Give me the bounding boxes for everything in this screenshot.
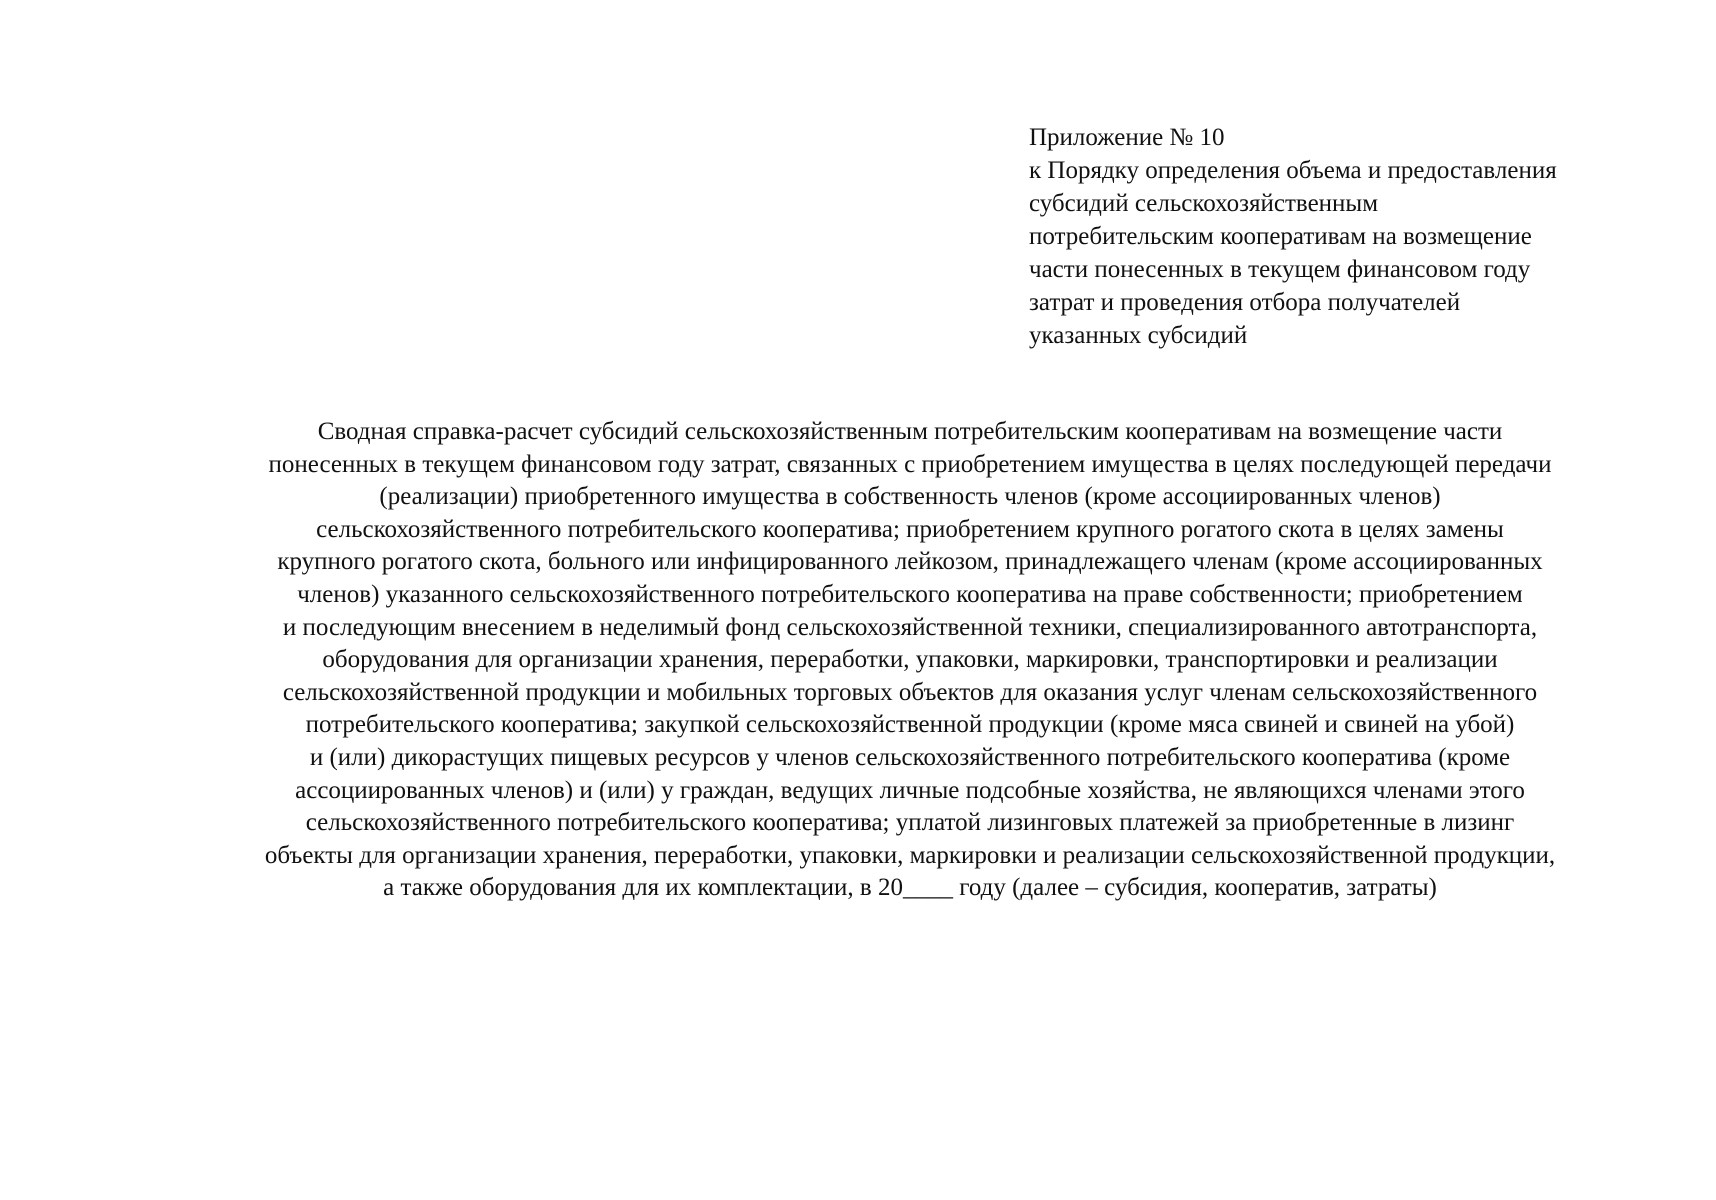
appendix-reference-line: части понесенных в текущем финансовом году xyxy=(1029,256,1531,283)
title-line: объекты для организации хранения, переработки, упаковки, маркировки и реализации сельскохозяйственной продукции, xyxy=(264,841,1556,869)
appendix-reference-line: к Порядку определения объема и предоставления xyxy=(1029,157,1557,184)
title-line: членов) указанного сельскохозяйственного потребительского кооператива на праве собственности; приобретением xyxy=(297,580,1523,608)
title-line: крупного рогатого скота, больного или инфицированного лейкозом, принадлежащего членам (кроме ассоциированных xyxy=(277,548,1543,576)
appendix-reference-line: субсидий сельскохозяйственным xyxy=(1029,190,1379,217)
title-line: понесенных в текущем финансовом году затрат, связанных с приобретением имущества в целях последующей передачи xyxy=(268,450,1552,478)
title-line: оборудования для организации хранения, переработки, упаковки, маркировки, транспортировки и реализации xyxy=(322,646,1498,674)
appendix-reference-line: потребительским кооперативам на возмещение xyxy=(1029,223,1532,250)
appendix-reference-line: указанных субсидий xyxy=(1029,322,1248,349)
title-line: потребительского кооператива; закупкой сельскохозяйственной продукции (кроме мяса свиней и свиней на убой) xyxy=(305,711,1515,739)
title-line: сельскохозяйственной продукции и мобильных торговых объектов для оказания услуг членам сельскохозяйственного xyxy=(282,678,1538,706)
appendix-reference-line: затрат и проведения отбора получателей xyxy=(1029,289,1461,316)
title-line: ассоциированных членов) и (или) у граждан, ведущих личные подсобные хозяйства, не являющихся членами этого xyxy=(295,776,1525,804)
appendix-number: Приложение № 10 xyxy=(1029,124,1225,151)
title-line: сельскохозяйственного потребительского кооператива; уплатой лизинговых платежей за приобретенные в лизинг xyxy=(305,809,1515,837)
title-line: а также оборудования для их комплектации, в 20____ году (далее – субсидия, кооператив, затраты) xyxy=(383,874,1437,902)
title-line: Сводная справка-расчет субсидий сельскохозяйственным потребительским кооперативам на возмещение части xyxy=(317,418,1503,445)
document-title-block xyxy=(150,416,1670,905)
title-line: сельскохозяйственного потребительского кооператива; приобретением крупного рогатого скота в целях замены xyxy=(316,515,1504,543)
appendix-header xyxy=(1029,121,1689,352)
title-line: (реализации) приобретенного имущества в собственность членов (кроме ассоциированных членов) xyxy=(379,483,1441,511)
title-line: и (или) дикорастущих пищевых ресурсов у членов сельскохозяйственного потребительского кооператива (кроме xyxy=(309,743,1511,771)
title-line: и последующим внесением в неделимый фонд сельскохозяйственной техники, специализированного автотранспорта, xyxy=(282,613,1538,641)
